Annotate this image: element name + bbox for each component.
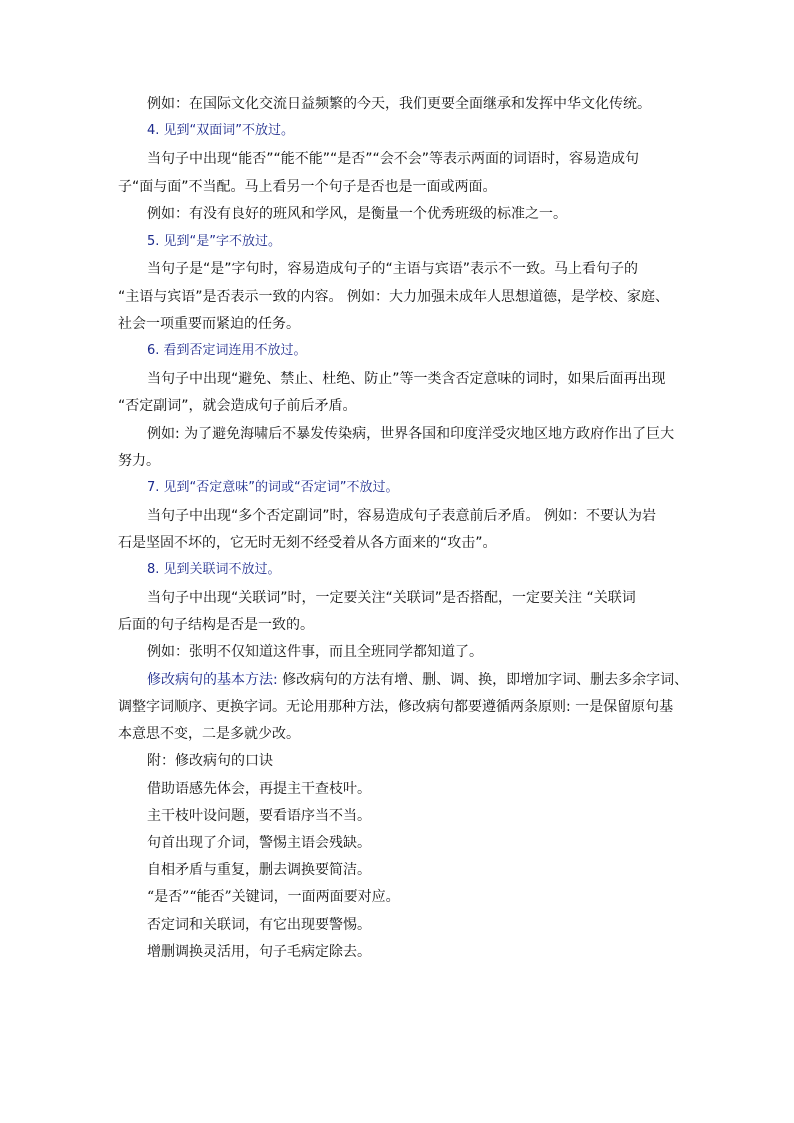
example-line: 例如：张明不仅知道这件事，而且全班同学都知道了。	[147, 644, 483, 660]
method-label: 修改病句的基本方法:	[147, 672, 278, 688]
heading-6: 6. 看到否定词连用不放过。	[147, 343, 307, 358]
body-line: 石是坚固不坏的，它无时无刻不经受着从各方面来的“攻击”。	[118, 535, 497, 551]
mnemonic-line: 增删调换灵活用，句子毛病定除去。	[147, 944, 371, 960]
body-line: 社会一项重要而紧迫的任务。	[118, 316, 300, 332]
body-line: 当句子是“是”字句时，容易造成句子的“主语与宾语”表示不一致。马上看句子的	[147, 261, 639, 277]
method-text: 修改病句的方法有增、删、调、换，即增加字词、删去多余字词、	[277, 672, 689, 688]
body-line: 后面的句子结构是否是一致的。	[118, 617, 314, 633]
mnemonic-title: 附：修改病句的口诀	[147, 753, 273, 769]
body-line: 当句子中出现“多个否定副词”时，容易造成句子表意前后矛盾。 例如：不要认为岩	[147, 508, 656, 524]
heading-8: 8. 见到关联词不放过。	[147, 562, 281, 577]
body-line: 子“面与面”不当配。马上看另一个句子是否也是一面或两面。	[118, 179, 497, 195]
body-line: “主语与宾语”是否表示一致的内容。 例如：大力加强未成年人思想道德，是学校、家庭、	[118, 289, 669, 305]
mnemonic-line: 否定词和关联词，有它出现要警惕。	[147, 917, 371, 933]
body-line: 当句子中出现“能否”“能不能”“是否”“会不会”等表示两面的词语时，容易造成句	[147, 151, 640, 167]
heading-4: 4. 见到“双面词”不放过。	[147, 123, 295, 138]
method-line	[147, 669, 688, 691]
example-line: 例如：有没有良好的班风和学风，是衡量一个优秀班级的标准之一。	[147, 206, 567, 222]
body-line: 当句子中出现“避免、禁止、杜绝、防止”等一类含否定意味的词时，如果后面再出现	[147, 371, 666, 387]
mnemonic-line: 自相矛盾与重复，删去调换要简洁。	[147, 862, 371, 878]
example-line: 例如: 为了避免海啸后不暴发传染病，世界各国和印度洋受灾地区地方政府作出了巨大	[147, 426, 675, 442]
body-line: 本意思不变，二是多就少改。	[118, 726, 300, 742]
mnemonic-line: 主干枝叶设问题，要看语序当不当。	[147, 808, 371, 824]
heading-7: 7. 见到“否定意味”的词或“否定词”不放过。	[147, 480, 399, 495]
mnemonic-line: “是否”“能否”关键词，一面两面要对应。	[147, 889, 400, 905]
body-line: 调整字词顺序、更换字词。无论用那种方法，修改病句都要遵循两条原则: 一是保留原句基	[118, 699, 674, 715]
mnemonic-line: 句首出现了介词，警惕主语会残缺。	[147, 835, 371, 851]
body-line: 努力。	[118, 453, 160, 469]
body-line: “否定副词”，就会造成句子前后矛盾。	[118, 398, 357, 414]
heading-5: 5. 见到“是”字不放过。	[147, 234, 282, 249]
example-line: 例如：在国际文化交流日益频繁的今天，我们更要全面继承和发挥中华文化传统。	[147, 96, 651, 112]
body-line: 当句子中出现“关联词”时，一定要关注“关联词”是否搭配，一定要关注 “关联词	[147, 590, 636, 606]
mnemonic-line: 借助语感先体会，再提主干查枝叶。	[147, 781, 371, 797]
